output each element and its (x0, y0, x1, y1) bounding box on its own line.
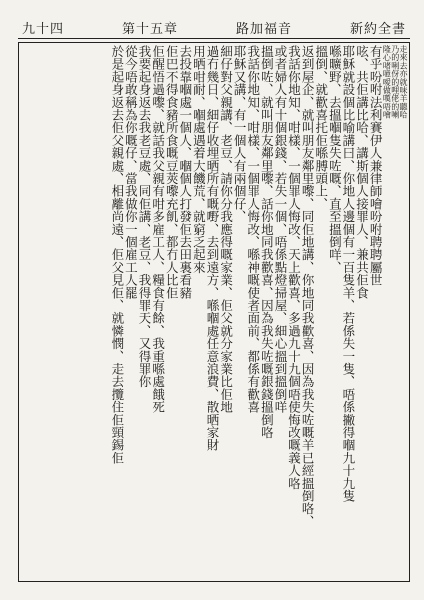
text-column: 去投靠嗰處一個人、嗰個人打發佢去田裏看豬 (177, 45, 193, 299)
chapter-label: 第十五章 (121, 21, 178, 37)
text-column: 我話你地知、咁樣、一個罪人悔改、天上歡喜、多過九十九個唔使悔改嘅義人咯 (286, 45, 302, 490)
text-frame (18, 42, 410, 582)
page-header (18, 16, 410, 39)
text-column: 走來去亦就味羊聽哈 (399, 45, 408, 119)
text-column: 搵倒咗、就叫朋友鄰里嚟、話你地同我歡喜、因為我失咗嘅銀錢搵倒咯 (259, 45, 275, 439)
page-number: 九十四 (22, 21, 65, 37)
text-column: 呟、共佢講比哈、講斯個人接罪人、兼共佢食 (354, 45, 370, 299)
text-column: 隆心啫噫嗳做嘆唔噲 (382, 45, 392, 119)
text-column: 返到屋企、就叫朋友鄰里嚟、同佢地講、你地同我歡喜、因為我失咗嘅羊已經搵倒咯、 (300, 45, 316, 528)
text-column: 我要起身返去我老豆處、同佢講、老豆、我得罪天、又得罪你 (137, 45, 153, 388)
text-column: 過冇幾日、細仔收埋晒所有嘅嘢、去到遠方、喺嗰處任意浪費、散晒家財 (204, 45, 220, 452)
book-title: 新約全書 (349, 21, 406, 37)
text-columns (21, 45, 407, 579)
text-column: 佢巴不得食豬所食嘅豆莢嚟充飢、都冇人比佢 (164, 45, 180, 299)
text-column: 佢醒悟過嚟、就話我父親有咁多雇工人、糧食有餘、我重喺處餓死 (150, 45, 166, 414)
text-column: 我話你地知、咁樣、一個罪人悔改、喺神嘅使者面前、都係有歡喜 (245, 45, 261, 414)
text-column: 細仔對父親講、老豆、請你分我應得嘅家業、佢父就分家業比佢地 (218, 45, 234, 414)
text-column: 乃的唎伢的哩佬的喇 (390, 45, 400, 119)
text-column: 或者婦人有十個銀錢、若失一個、唔係點燈掃屋、細心搵到搵倒咩 (272, 45, 288, 414)
gospel-name: 路加福音 (235, 21, 292, 37)
book-page (18, 16, 410, 584)
text-column: 喺曠野、去搵嗰隻失咗嘅、直至搵倒咩、 (327, 45, 343, 274)
text-column: 耶穌又講、有一個人有兩個仔、 (232, 45, 248, 223)
text-column: 於是起身返去佢父親處、相離尚遠、佢父見佢、就憐憫、走去攬住佢頸錫佢 (109, 45, 125, 465)
text-column: 搵倒、就歡喜托佢喺膊頭上、 (313, 45, 329, 211)
text-column: 從今唔敢稱為你嘅仔、當我做你一個雇工人罷 (123, 45, 139, 299)
text-column: 用晒咁耐、嗰處遇着大饑荒、就窮乏起來 (191, 45, 207, 274)
text-column: 耶穌就設個比喻講曰、你地人邊個有一百隻羊、若係失一隻、唔係撇得嗰九十九隻 (340, 45, 356, 503)
text-column: 有乎吩咐法利賽伊人兼律師噲吩咐聘聘屬世 (368, 45, 384, 287)
